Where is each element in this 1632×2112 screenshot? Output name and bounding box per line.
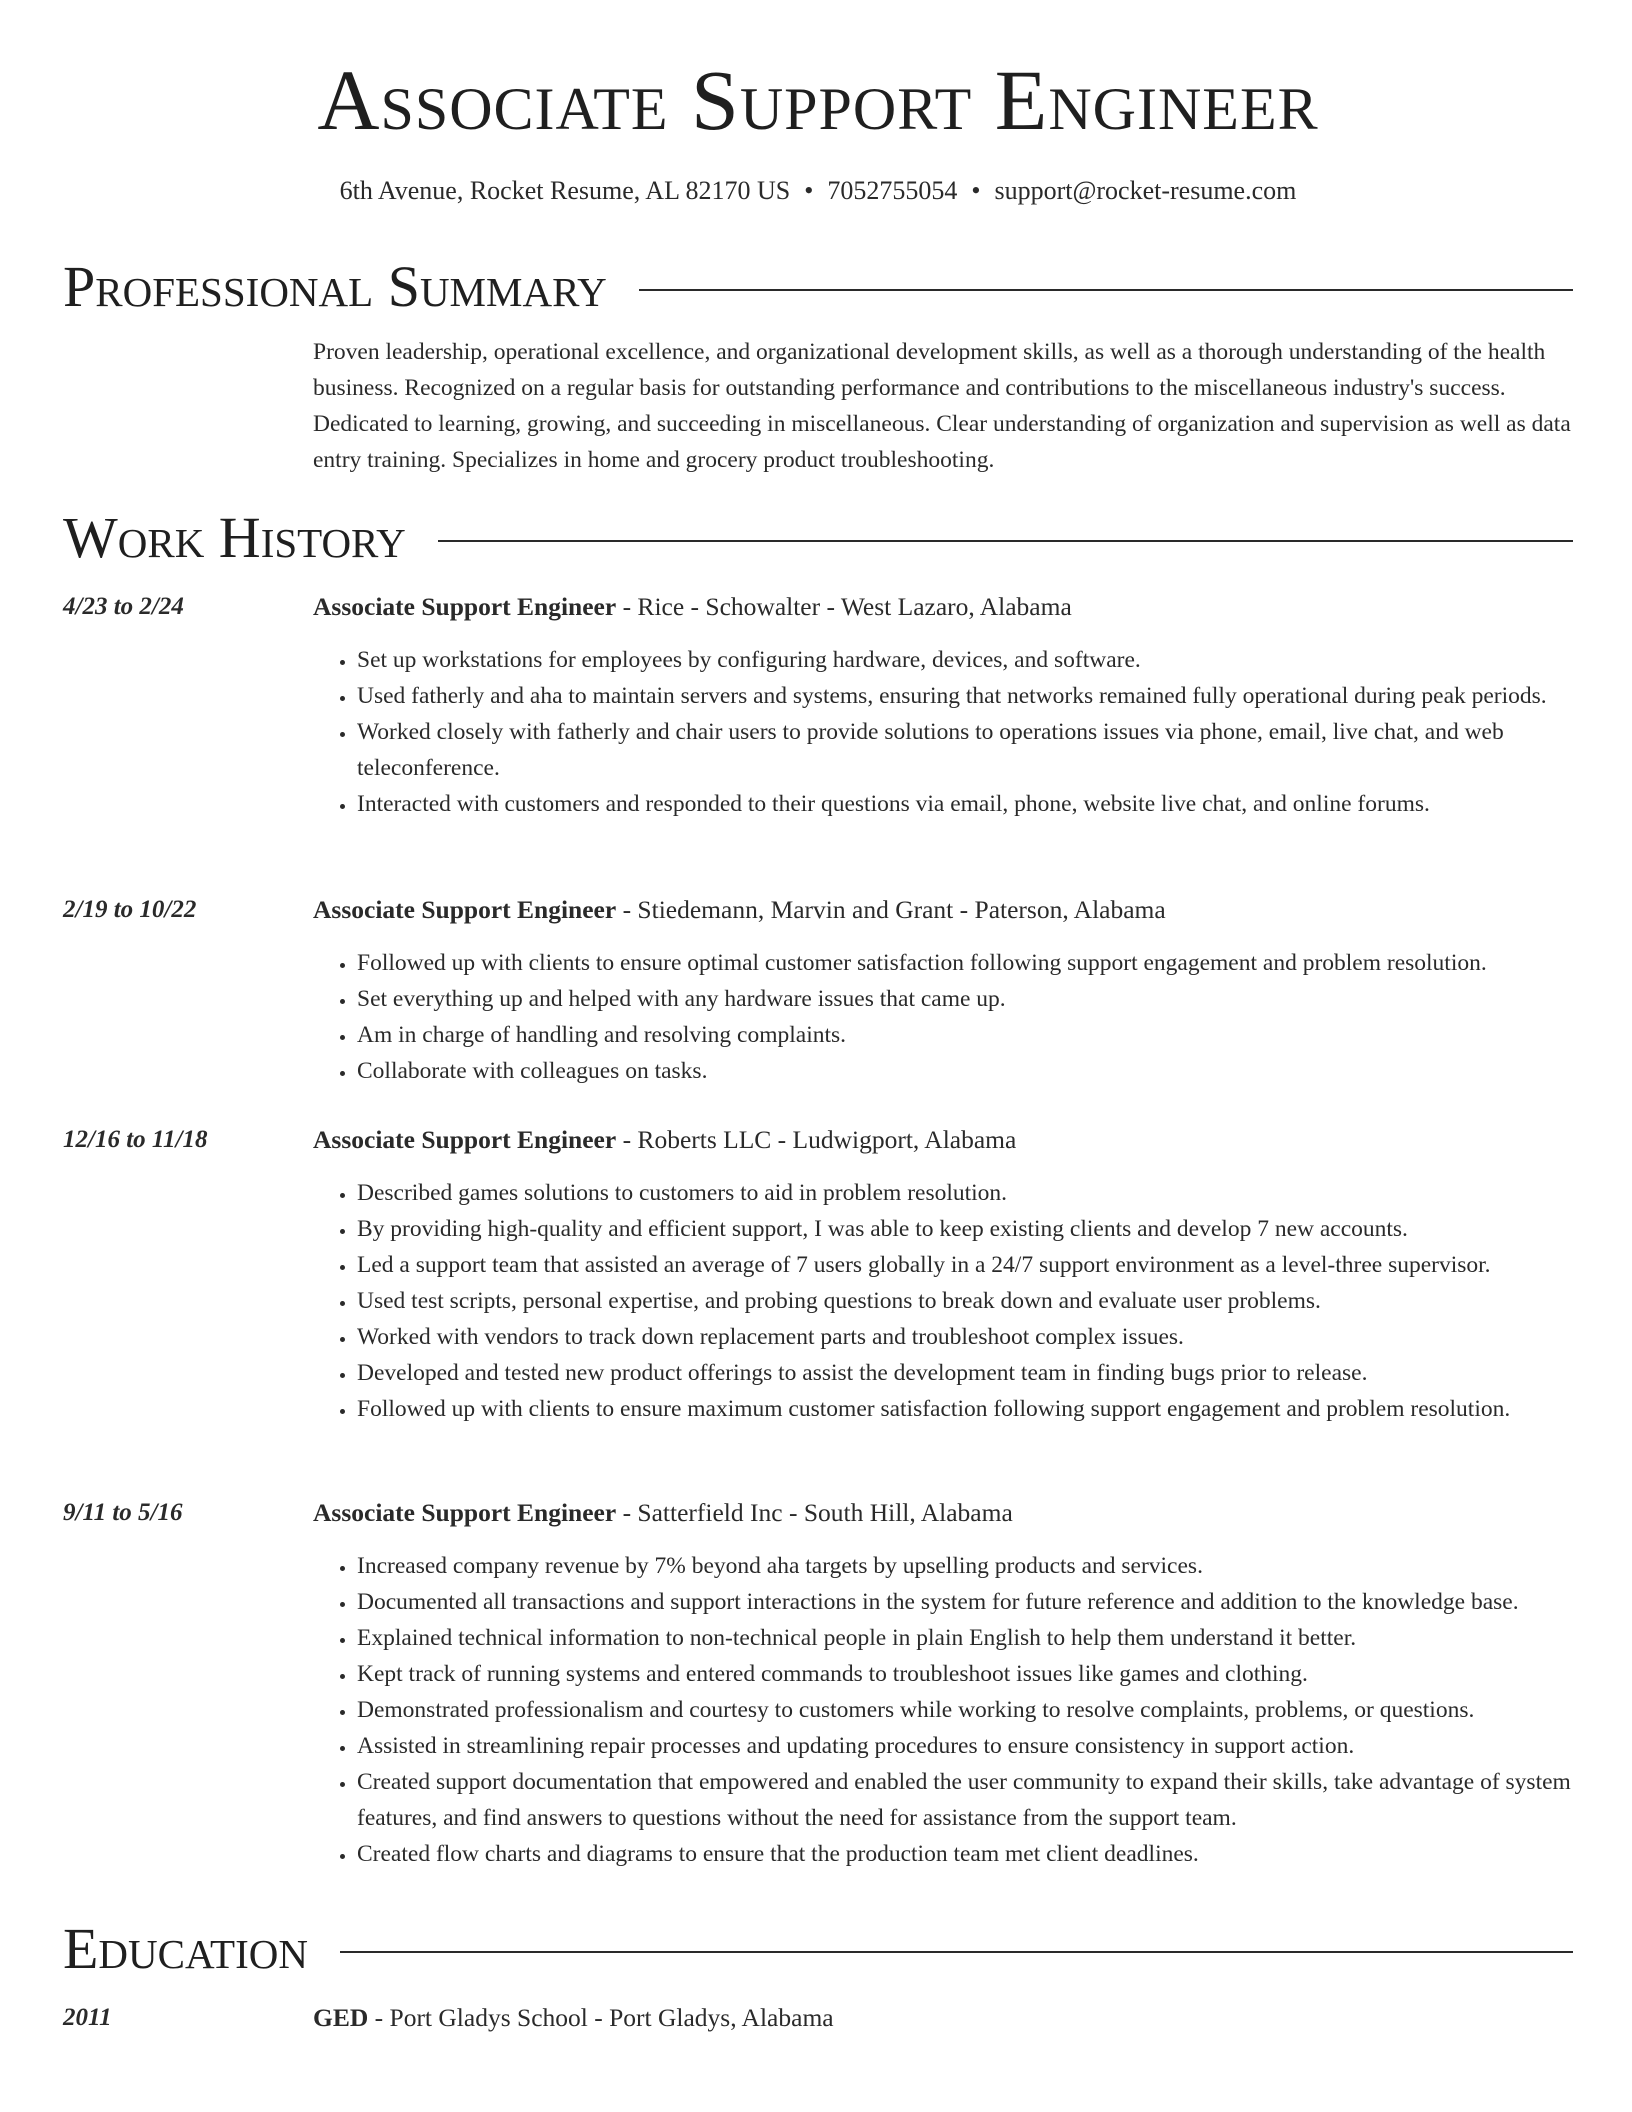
contact-phone: 7052755054	[827, 176, 958, 205]
job-bullet: • Created flow charts and diagrams to ensure that the production team met client deadlines.	[357, 1836, 1573, 1872]
job-role: Associate Support Engineer	[313, 895, 617, 924]
job-header	[313, 1495, 1013, 1531]
job-bullet: • Kept track of running systems and entered commands to troubleshoot issues like games and clothing.	[357, 1656, 1573, 1692]
job-bullet: • Followed up with clients to ensure optimal customer satisfaction following support engagement and problem resolution.	[357, 945, 1573, 981]
education-details: - Port Gladys School - Port Gladys, Alabama	[368, 2003, 834, 2032]
summary-heading: Professional Summary	[63, 254, 607, 319]
work-heading: Work History	[63, 505, 406, 570]
education-header	[313, 2000, 834, 2036]
job-bullet: • Collaborate with colleagues on tasks.	[357, 1053, 1573, 1089]
contact-email: support@rocket-resume.com	[994, 176, 1297, 205]
job-header	[313, 589, 1072, 625]
job-details: - Rice - Schowalter - West Lazaro, Alabama	[616, 592, 1072, 621]
section-divider	[438, 540, 1573, 542]
job-bullet: • Described games solutions to customers to aid in problem resolution.	[357, 1175, 1573, 1211]
summary-section-heading	[63, 255, 1573, 319]
job-dates: 4/23 to 2/24	[63, 593, 184, 620]
job-details: - Satterfield Inc - South Hill, Alabama	[616, 1498, 1013, 1527]
job-bullet: • Set up workstations for employees by configuring hardware, devices, and software.	[357, 642, 1573, 678]
education-year: 2011	[63, 2004, 112, 2031]
job-bullet: • Documented all transactions and support interactions in the system for future reference and addition to the knowledge base.	[357, 1584, 1573, 1620]
job-bullets	[313, 642, 1573, 822]
job-bullet: • Followed up with clients to ensure maximum customer satisfaction following support engagement and problem resolution.	[357, 1391, 1573, 1427]
section-divider	[340, 1951, 1573, 1953]
job-bullet: • Worked with vendors to track down replacement parts and troubleshoot complex issues.	[357, 1319, 1573, 1355]
job-header	[313, 1122, 1016, 1158]
contact-separator: •	[971, 176, 981, 205]
summary-text: Proven leadership, operational excellence, and organizational development skills, as well as a thorough understanding of the health business. Recognized on a regular basis for outstanding performance and contributions to the miscellaneous industry's success. Dedicated to learning, growing, and succeeding in miscellaneous. Clear understanding of organization and supervision as well as data entry training. Specializes in home and grocery product troubleshooting.	[313, 339, 1571, 473]
job-dates: 9/11 to 5/16	[63, 1499, 183, 1526]
job-bullet: • Used test scripts, personal expertise, and probing questions to break down and evaluate user problems.	[357, 1283, 1573, 1319]
job-bullet: • Worked closely with fatherly and chair users to provide solutions to operations issues via phone, email, live chat, and web teleconference.	[357, 714, 1573, 786]
job-dates: 2/19 to 10/22	[63, 896, 197, 923]
contact-address: 6th Avenue, Rocket Resume, AL 82170 US	[339, 176, 791, 205]
job-details: - Stiedemann, Marvin and Grant - Paterson, Alabama	[616, 895, 1166, 924]
resume-title: Associate Support Engineer	[317, 52, 1319, 148]
education-heading: Education	[63, 1916, 308, 1981]
job-role: Associate Support Engineer	[313, 1125, 617, 1154]
job-bullet: • Led a support team that assisted an average of 7 users globally in a 24/7 support environment as a level-three supervisor.	[357, 1247, 1573, 1283]
section-divider	[639, 289, 1573, 291]
work-section-heading	[63, 506, 1573, 570]
job-bullet: • Am in charge of handling and resolving complaints.	[357, 1017, 1573, 1053]
job-bullet: • Demonstrated professionalism and courtesy to customers while working to resolve complaints, problems, or questions.	[357, 1692, 1573, 1728]
job-bullet: • Interacted with customers and responded to their questions via email, phone, website live chat, and online forums.	[357, 786, 1573, 822]
job-bullet: • Developed and tested new product offerings to assist the development team in finding bugs prior to release.	[357, 1355, 1573, 1391]
contact-line	[63, 174, 1573, 208]
education-section-heading	[63, 1917, 1573, 1981]
job-bullet: • Increased company revenue by 7% beyond aha targets by upselling products and services.	[357, 1548, 1573, 1584]
job-dates: 12/16 to 11/18	[63, 1126, 208, 1153]
job-role: Associate Support Engineer	[313, 1498, 617, 1527]
job-details: - Roberts LLC - Ludwigport, Alabama	[616, 1125, 1017, 1154]
job-bullet: • Assisted in streamlining repair processes and updating procedures to ensure consistency in support action.	[357, 1728, 1573, 1764]
job-bullets	[313, 945, 1573, 1089]
contact-separator: •	[804, 176, 814, 205]
job-role: Associate Support Engineer	[313, 592, 617, 621]
education-degree: GED	[313, 2003, 369, 2032]
job-bullet: • Explained technical information to non-technical people in plain English to help them understand it better.	[357, 1620, 1573, 1656]
job-bullet: • Created support documentation that empowered and enabled the user community to expand their skills, take advantage of system features, and find answers to questions without the need for assistance from the support team.	[357, 1764, 1573, 1836]
job-bullet: • By providing high-quality and efficient support, I was able to keep existing clients and develop 7 new accounts.	[357, 1211, 1573, 1247]
job-bullets	[313, 1175, 1573, 1427]
job-bullet: • Used fatherly and aha to maintain servers and systems, ensuring that networks remained fully operational during peak periods.	[357, 678, 1573, 714]
job-bullet: • Set everything up and helped with any hardware issues that came up.	[357, 981, 1573, 1017]
job-header	[313, 892, 1166, 928]
job-bullets	[313, 1548, 1573, 1872]
